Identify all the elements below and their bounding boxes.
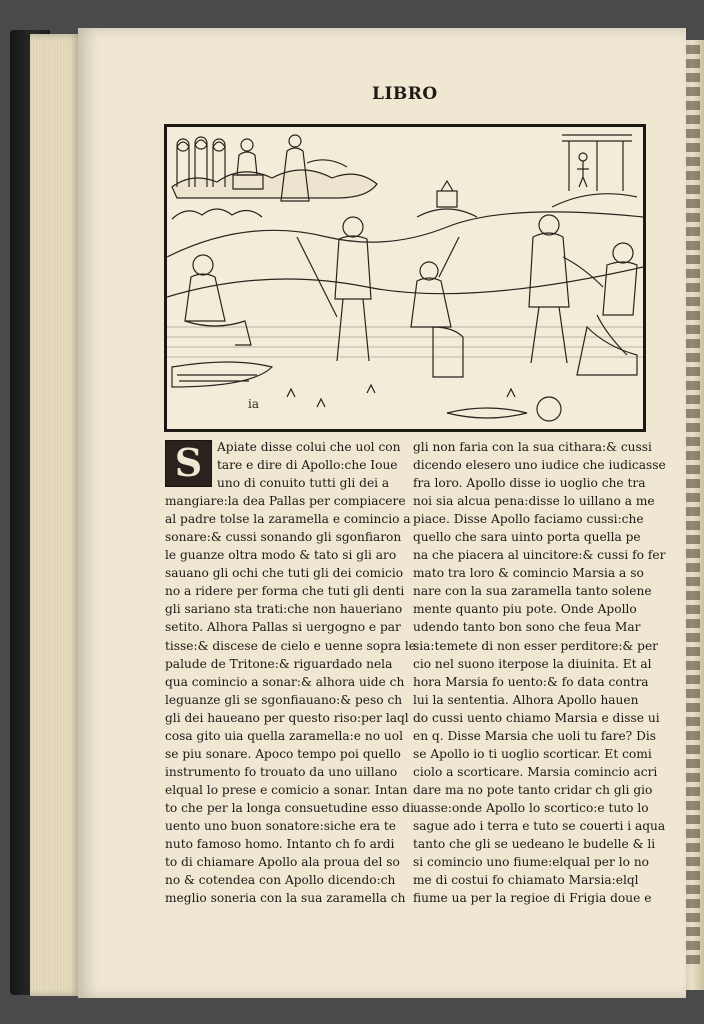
text-line: sague ado i terra e tuto se couerti i aqua	[413, 818, 666, 833]
text-line: le guanze oltra modo & tato si gli aro	[165, 548, 397, 563]
text-line: uento uno buon sonatore:siche era te	[165, 818, 396, 833]
text-line: sia:temete di non esser perditore:& per	[413, 638, 658, 653]
text-line: leguanze gli se sgonfiauano:& peso ch	[165, 692, 403, 707]
text-line: se Apollo io ti uoglio scorticar. Et comi	[413, 746, 652, 761]
text-line: gli non faria con la sua cithara:& cussi	[413, 440, 652, 454]
left-text-column	[165, 438, 416, 907]
text-line: to che per la longa consuetudine esso di	[165, 800, 414, 815]
text-line: no & cotendea con Apollo dicendo:ch	[165, 873, 396, 888]
text-line: me di costui fo chiamato Marsia:elql	[413, 873, 639, 888]
facing-page-edge	[684, 40, 704, 990]
text-line: ciolo a scorticare. Marsia comincio acri	[413, 764, 658, 779]
text-line: gli dei haueano per questo riso:per laql	[165, 710, 409, 725]
text-line: fra loro. Apollo disse io uoglio che tra	[413, 476, 646, 491]
text-line: al padre tolse la zaramella e comincio a	[165, 512, 411, 527]
right-text-column	[413, 438, 666, 907]
text-line: hora Marsia fo uento:& fo data contra	[413, 674, 649, 689]
woodcut-illustration	[164, 124, 646, 432]
text-line: na che piacera al uincitore:& cussi fo fer	[413, 548, 666, 563]
text-line: udendo tanto bon sono che feua Mar	[413, 620, 641, 635]
text-line: tisse:& discese de cielo e uenne sopra le	[165, 638, 417, 653]
text-line: se piu sonare. Apoco tempo poi quello	[165, 746, 401, 761]
text-line: gli sariano sta trati:che non haueriano	[165, 602, 403, 617]
text-line: palude de Tritone:& riguardado nela	[165, 656, 393, 671]
text-line: sauano gli ochi che tuti gli dei comicio	[165, 566, 404, 581]
text-line: lui la sententia. Alhora Apollo hauen	[413, 692, 639, 707]
text-line: fiume ua per la regioe di Frigia doue e	[413, 891, 652, 906]
text-line: si comincio uno fiume:elqual per lo no	[413, 855, 650, 870]
woodcut-signature: ia	[248, 397, 259, 411]
text-line: quello che sara uinto porta quella pe	[413, 530, 641, 545]
initial-letter: S	[174, 440, 203, 485]
text-line: en q. Disse Marsia che uoli tu fare? Dis	[413, 728, 657, 743]
text-line: uno di conuito tutti gli dei a	[217, 476, 390, 491]
text-line: sonare:& cussi sonando gli sgonfiaron	[165, 530, 402, 545]
page-header: LIBRO	[372, 84, 438, 104]
text-line: Apiate disse colui che uol con	[217, 440, 401, 454]
text-line: dare ma no pote tanto cridar ch gli gio	[413, 782, 653, 797]
text-line: noi sia alcua pena:disse lo uillano a me	[413, 494, 655, 509]
text-line: setito. Alhora Pallas si uergogno e par	[165, 620, 401, 635]
text-line: dicendo elesero uno iudice che iudicasse	[413, 458, 666, 473]
woodcut-illustration-icon	[167, 127, 643, 429]
text-line: nare con la sua zaramella tanto solene	[413, 584, 652, 599]
text-line: elqual lo prese e comicio a sonar. Intan	[165, 782, 408, 797]
text-line: to di chiamare Apollo ala proua del so	[165, 855, 400, 870]
text-line: mangiare:la dea Pallas per compiacere	[165, 494, 406, 509]
text-line: qua comincio a sonar:& alhora uide ch	[165, 674, 405, 689]
text-line: meglio soneria con la sua zaramella ch	[165, 891, 406, 906]
text-line: no a ridere per forma che tuti gli denti	[165, 584, 405, 599]
text-line: mato tra loro & comincio Marsia a so	[413, 566, 644, 581]
page-edges	[30, 34, 82, 996]
text-line: tare e dire di Apollo:che Ioue	[217, 458, 398, 473]
text-line: cosa gito uia quella zaramella:e no uol	[165, 728, 404, 743]
text-line: nuto famoso homo. Intanto ch fo ardi	[165, 837, 395, 852]
text-line: piace. Disse Apollo faciamo cussi:che	[413, 512, 644, 527]
text-line: uasse:onde Apollo lo scortico:e tuto lo	[413, 800, 649, 815]
text-line: mente quanto piu pote. Onde Apollo	[413, 602, 637, 617]
text-line: tanto che gli se uedeano le budelle & li	[413, 837, 656, 852]
text-line: cio nel suono iterpose la diuinita. Et al	[413, 656, 652, 671]
text-line: do cussi uento chiamo Marsia e disse ui	[413, 710, 660, 725]
text-line: instrumento fo trouato da uno uillano	[165, 764, 398, 779]
